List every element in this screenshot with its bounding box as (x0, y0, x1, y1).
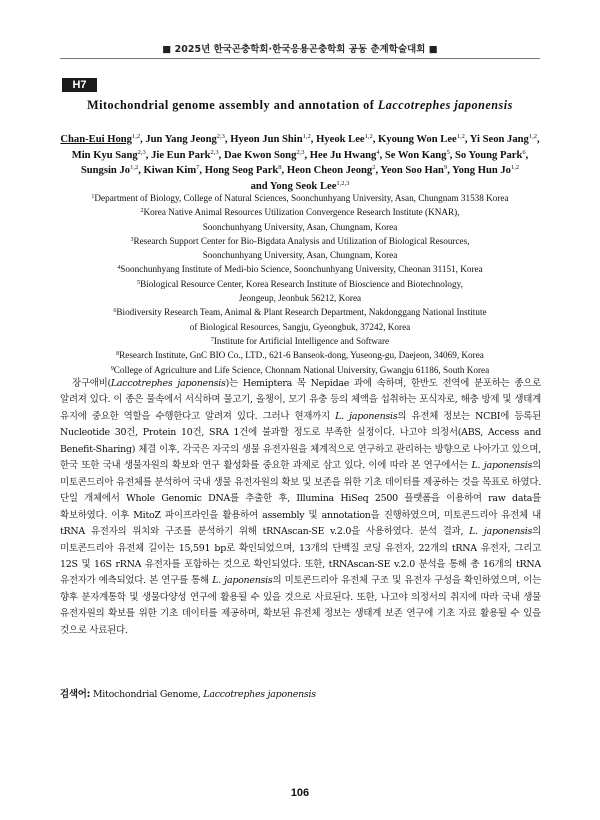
author (270, 181, 350, 192)
title-species: Laccotrephes japonensis (377, 98, 513, 112)
author (224, 150, 305, 161)
affiliation-list (40, 191, 560, 377)
author-affiliation-marker: 1,2 (510, 164, 520, 171)
abstract-body (60, 376, 541, 639)
author-affiliation-marker: 9 (443, 164, 448, 171)
author-name: Hee Ju Hwang (309, 149, 377, 161)
species-name: L. japonensis (212, 575, 273, 587)
affiliation-number: 6 (113, 308, 117, 315)
affiliation-line (40, 277, 560, 291)
author-affiliation-marker: 7 (196, 164, 200, 171)
author-name: Chan-Eui Hong (60, 134, 132, 145)
author-affiliation-marker: 2,3 (296, 148, 305, 156)
affiliation-number: 5 (137, 279, 141, 286)
author-name: Hyeon Jun Shin (230, 134, 303, 145)
keywords-label: 검색어: (60, 689, 91, 700)
affiliation-line (40, 191, 560, 205)
abstract-text: 의 미토콘드리아 유전체 길이는 15,591 bp로 확인되었으며, 13개의 단백질 코딩 유전자, 22개의 tRNA 유전자, 그리고 12S 및 16S rRNA 유전자를 포함하는 것으로 확인되었다. 또한, tRNAscan-SE v.2.0 분석을 통해 총 16개의 tRNA 유전자가 예측되었다. 본 연구를 통해 (60, 526, 541, 587)
affiliation-line (40, 305, 560, 319)
author-name: Hong Seog Park (204, 165, 279, 176)
author (452, 165, 519, 176)
affiliation-line (40, 205, 560, 219)
author-name: Kyoung Won Lee (378, 134, 457, 145)
author (287, 165, 376, 176)
author-affiliation-marker: 2 (372, 164, 376, 171)
species-name: L. japonensis (335, 410, 398, 422)
author-affiliation-marker: 1,2 (302, 133, 311, 140)
keywords-plain: Mitochondrial Genome, (90, 689, 204, 700)
affiliation-line (40, 320, 560, 334)
abstract-text: )는 Hemiptera 목 Nepidae 과에 속하며, 한반도 전역에 분포하는 종으로 알려져 있다. 이 종은 물속에서 서식하며 물고기, 올챙이, 모기 유충 등의 체액을 섭취하는 포식자로, 해충 방제 및 생태계 유지에 중요한 역할을 수행한다고 알려져 있다. 그러나 현재까지 (60, 378, 541, 422)
abstract-text: 장구애비( (72, 378, 111, 389)
affiliation-line (40, 363, 560, 377)
author-affiliation-marker: 1,2 (131, 133, 141, 140)
author (145, 134, 225, 145)
title-main: Mitochondrial genome assembly and annotation of (87, 98, 378, 112)
author-affiliation-marker: 5 (446, 148, 450, 156)
affiliation-text: Korea Native Animal Resources Utilization Convergence Research Institute (KNAR), (143, 207, 460, 218)
affiliation-text: Jeongeup, Jeonbuk 56212, Korea (238, 293, 362, 304)
author (310, 150, 380, 161)
affiliation-text: Research Institute, GnC BIO Co., LTD., 621-6 Banseok-dong, Yuseong-gu, Daejeon, 34069, Korea (119, 350, 484, 361)
species-name: L. japonensis (471, 460, 533, 472)
author (60, 134, 140, 145)
author (378, 134, 465, 145)
page-number: 106 (290, 787, 310, 799)
affiliation-text: Institute for Artificial Intelligence and Software (213, 335, 390, 346)
affiliation-line (40, 262, 560, 276)
author (385, 150, 450, 161)
paper-title (40, 98, 560, 113)
author-name: Kiwan Kim (143, 165, 197, 176)
affiliation-number: 1 (91, 194, 95, 200)
author-name: Min Kyu Sang (71, 149, 138, 161)
author-affiliation-marker: 4 (376, 148, 380, 156)
author-affiliation-marker: 1,2 (364, 133, 373, 140)
affiliation-line (40, 334, 560, 348)
abstract-text: 의 미토콘드리아 유전체 구조 및 유전자 구성을 확인하였으며, 이는 향후 분자계통학 및 생물다양성 연구에 활용될 수 있을 것으로 사료된다. 또한, 나고야 의정서의 취지에 따라 국내 생물 유전자원의 확보를 위한 기초 데이터를 제공하며, 확보된 유전체 정보는 생태계 보존 연구에 기초 자료 활용될 수 있을 것으로 사료된다. (60, 575, 542, 636)
author-name: So Young Park (455, 149, 523, 161)
affiliation-line (40, 234, 560, 248)
header-divider (60, 58, 540, 59)
author (316, 134, 373, 145)
author (143, 165, 199, 176)
affiliation-number: 9 (110, 365, 114, 372)
affiliation-number: 2 (140, 208, 144, 215)
keywords-line (60, 686, 540, 700)
author (380, 165, 447, 176)
author-name: Se Won Kang (384, 149, 447, 161)
affiliation-line (40, 220, 560, 234)
author (72, 150, 146, 161)
author-list: Chan-Eui Hong$^{1,2}$, Jun Yang Jeong$^{2,3}$, Hyeon Jun Shin$^{1,2}$, Hyeok Lee$^{1,2}$, Kyoung Won Lee$^{1,2}$, Yi Seon Jang$^{1,2}$, Min Kyu Sang$^{2,3}$, Jie Eun Park$^{2,3}$, Dae Kwon Song$^{2,3}$, Hee Ju Hwang$^4$, Se Won Kang$^5$, So Young Park$^6$, Sungsin Jo$^{1,2}$, Kiwan Kim$^7$, Hong Seog Park$^8$, Heon Cheon Jeong$^2$, Yeon Soo Han$^9$, Yong Hun Jo$^{1,2}$ and Yong Seok Lee$^{1,2,3}$ (60, 133, 540, 192)
author-affiliation-marker: 1,2 (456, 133, 465, 140)
affiliation-number: 3 (130, 236, 134, 243)
author-name: Hyeok Lee (316, 134, 365, 145)
conference-header: ■ 2025년 한국곤충학회·한국응용곤충학회 공동 춘계학술대회 ■ (162, 44, 438, 55)
affiliation-number: 7 (210, 336, 214, 343)
author-affiliation-marker: 1,2 (528, 133, 537, 140)
affiliation-number: 8 (116, 351, 120, 358)
author-name: Yong Hun Jo (452, 165, 511, 176)
author-name: Jie Eun Park (151, 149, 211, 161)
author-affiliation-marker: 2,3 (216, 133, 225, 140)
author-affiliation-marker: 1,2,3 (336, 179, 350, 187)
author-name: Jun Yang Jeong (145, 134, 217, 145)
author (455, 150, 526, 161)
affiliation-text: of Biological Resources, Sangju, Gyeongbuk, 37242, Korea (189, 321, 411, 332)
affiliation-text: Biodiversity Research Team, Animal & Plant Research Department, Nakdonggang National Institute (116, 307, 487, 318)
author (230, 134, 311, 145)
author-affiliation-marker: 8 (278, 164, 282, 171)
affiliation-number: 4 (117, 265, 121, 272)
author (151, 150, 219, 161)
affiliation-line (40, 291, 560, 305)
affiliation-text: Biological Resource Center, Korea Research Institute of Bioscience and Biotechnology, (140, 278, 463, 289)
author-affiliation-marker: 2,3 (210, 148, 219, 156)
author-name: Dae Kwon Song (223, 149, 297, 161)
affiliation-text: Research Support Center for Bio-Bigdata Analysis and Utilization of Biological Resources, (133, 235, 470, 246)
author-name: Yong Seok Lee (269, 180, 337, 192)
species-name: L. japonensis (469, 526, 533, 538)
affiliation-line (40, 348, 560, 362)
keywords-species: Laccotrephes japonensis (203, 689, 316, 700)
affiliation-text: Soonchunhyang University, Asan, Chungnam, Korea (202, 250, 398, 261)
abstract-text: 의 미토콘드리아 유전체를 분석하여 국내 생물 유전자원의 확보 및 보존을 위한 기초 데이터를 제공하는 것을 목표로 하였다. 단일 개체에서 Whole Genomic DNA를 추출한 후, Illumina HiSeq 2500 플랫폼을 이용하여 raw data를 확보하였다. 이후 MitoZ 파이프라인을 활용하여 assembly 및 annotation을 진행하였으며, 미토콘드리아 유전체 내 tRNA 유전자의 위치와 구조를 분석하기 위해 tRNAscan-SE v.2.0을 사용하였다. 분석 결과, (60, 460, 541, 538)
species-name: Laccotrephes japonensis (110, 378, 226, 389)
affiliation-text: Soonchunhyang Institute of Medi-bio Science, Soonchunhyang University, Cheonan 31151, Korea (120, 264, 483, 275)
author-affiliation-marker: 6 (522, 148, 526, 156)
author-affiliation-marker: 1,2 (130, 164, 139, 171)
abstract-code-tag: H7 (62, 78, 97, 92)
author-name: Heon Cheon Jeong (286, 165, 373, 176)
affiliation-line (40, 248, 560, 262)
author (470, 134, 537, 145)
author-name: Yi Seon Jang (469, 134, 529, 145)
author (205, 165, 282, 176)
affiliation-text: College of Agriculture and Life Science, Chonnam National University, Gwangju 61186, South Korea (113, 364, 490, 375)
affiliation-text: Soonchunhyang University, Asan, Chungnam, Korea (202, 221, 398, 232)
author-name: Sungsin Jo (80, 165, 131, 176)
abstract-text: 의 유전체 정보는 NCBI에 등록된 Nucleotide 30건, Protein 10건, SRA 1건에 불과할 정도로 부족한 실정이다. 나고야 의정서(ABS, Access and Benefit-Sharing) 체결 이후, 각국은 자국의 생물 유전자원을 체계적으로 연구하고 관리하는 방향으로 나아가고 있으며, 한국 또한 국내 생물자원의 확보와 연구 활성화를 중요한 과제로 삼고 있다. 이에 따라 본 연구에서는 (60, 410, 541, 472)
affiliation-text: Department of Biology, College of Natural Sciences, Soonchunhyang University, Asan, Chungnam 31538 Korea (94, 193, 509, 203)
author-name: Yeon Soo Han (380, 165, 444, 176)
author (81, 165, 138, 176)
author-affiliation-marker: 2,3 (137, 148, 146, 156)
